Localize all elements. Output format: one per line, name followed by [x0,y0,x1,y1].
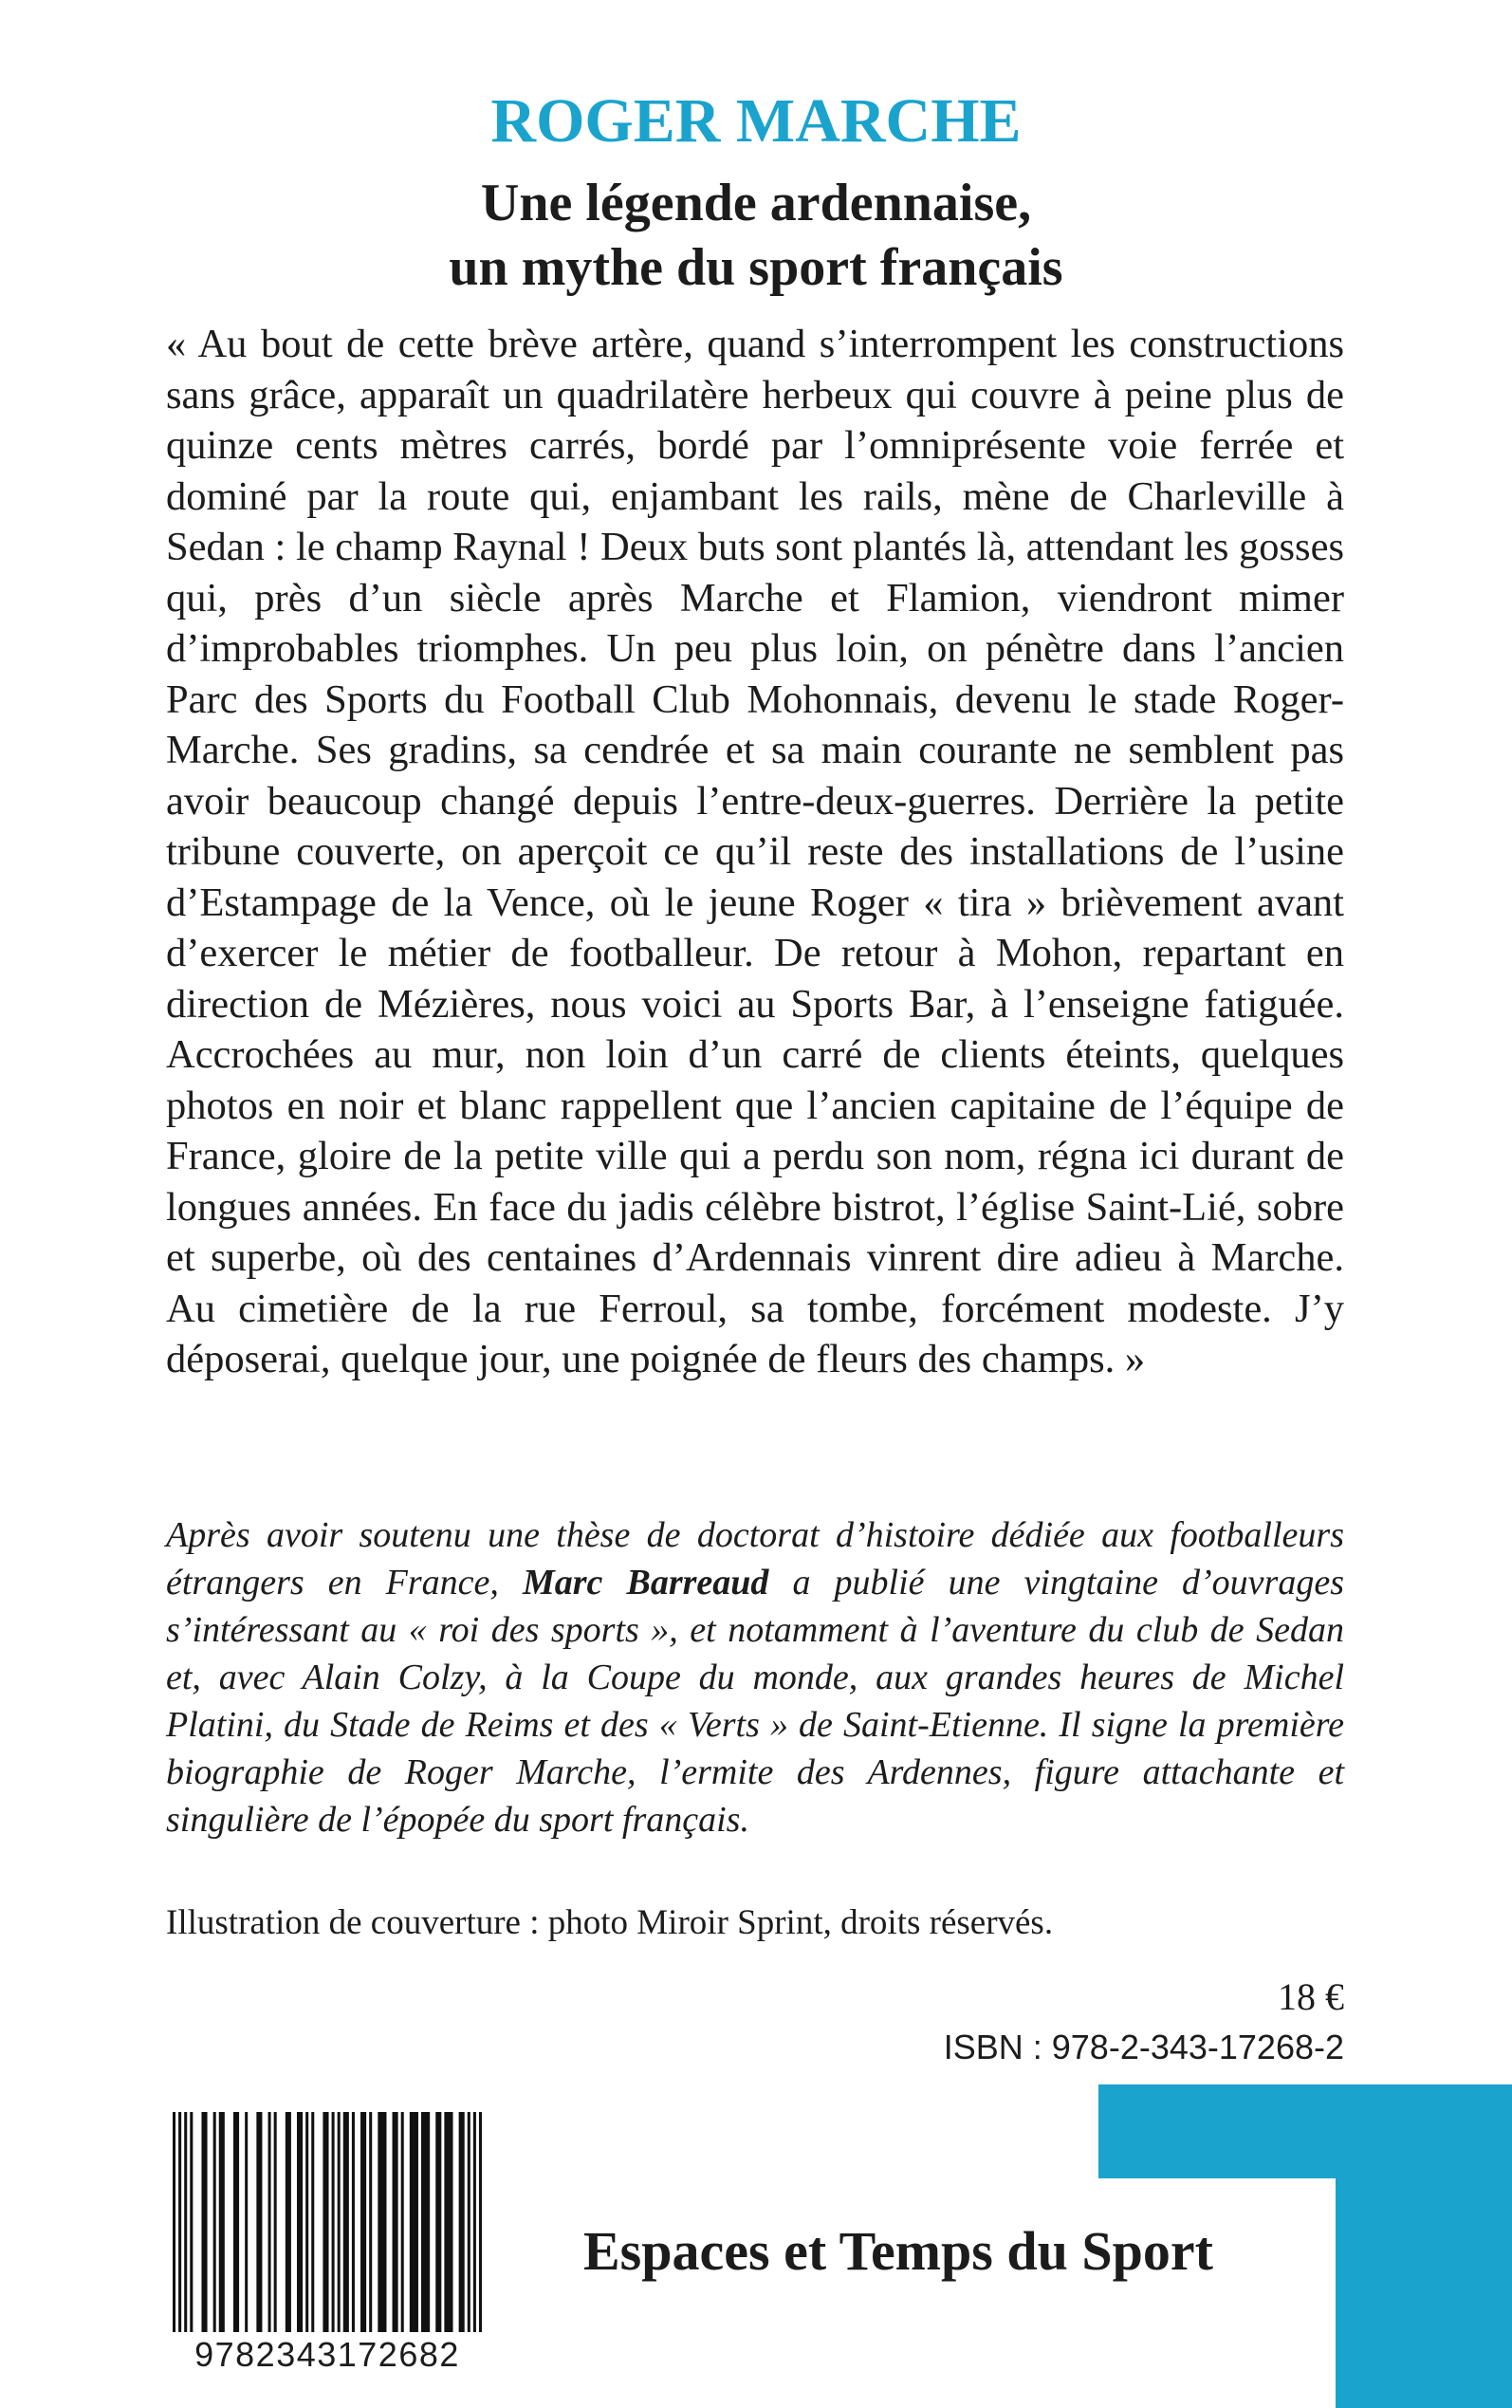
barcode-bar [459,2112,465,2332]
barcode-bar [444,2112,452,2332]
series-box [570,2178,1336,2408]
barcode-bar [473,2112,476,2332]
barcode-bar [274,2112,277,2332]
barcode-bar [369,2112,372,2332]
barcode-bar [360,2112,366,2332]
barcode-bar [338,2112,341,2332]
cover-credit: Illustration de couverture : photo Miroir Sprint, droits réservés. [166,1903,1054,1942]
barcode-bar [286,2112,291,2332]
barcode-bar [178,2112,181,2332]
subtitle-line-1: Une légende ardennaise, [480,174,1032,232]
barcode-bar [435,2112,441,2332]
subtitle-line-2: un mythe du sport français [449,238,1063,297]
barcode-bar [332,2112,335,2332]
barcode-bars [173,2112,482,2332]
barcode-bar [245,2112,248,2332]
barcode-bar [311,2112,314,2332]
barcode-bar [190,2112,193,2332]
book-title: ROGER MARCHE [490,86,1022,156]
bio-text-end: a publié une vingtaine d’ouvrages s’intéressant au « roi des sports », et notamment à l’aventure du club de Sedan et, avec Alain Colzy, à la Coupe du monde, aux grandes heures de Michel Platini, du Stade de Reims et des « Verts » de Saint-Etienne. Il signe la première biographie de Roger Marche, l’ermite des Ardennes, figure attachante et singulière de l’épopée du sport français. [166,1563,1344,1840]
barcode-bar [297,2112,303,2332]
barcode-bar [213,2112,216,2332]
barcode-bar [410,2112,418,2332]
book-subtitle [0,171,1512,300]
isbn: ISBN : 978-2-343-17268-2 [943,2028,1344,2066]
barcode-bar [393,2112,398,2332]
barcode-bar [378,2112,386,2332]
barcode-bar [219,2112,225,2332]
barcode-bar [305,2112,308,2332]
series-title: Espaces et Temps du Sport [583,2220,1213,2282]
barcode-bar [468,2112,470,2332]
author-name: Marc Barreaud [522,1563,769,1602]
barcode-bar [352,2112,355,2332]
barcode-bar [421,2112,430,2332]
price: 18 € [1278,1975,1344,2018]
barcode-bar [256,2112,262,2332]
barcode-digits: 9782343172682 [194,2335,460,2374]
barcode-bar [401,2112,404,2332]
barcode-bar [343,2112,349,2332]
barcode-bar [184,2112,187,2332]
barcode-bar [173,2112,175,2332]
barcode-bar [201,2112,207,2332]
barcode-bar [233,2112,239,2332]
excerpt-quote: « Au bout de cette brève artère, quand s’interrompent les constructions sans grâce, apparaît un quadrilatère herbeux qui couvre à peine plus de quinze cents mètres carrés, bordé par l’omniprésente voie ferrée et dominé par la route qui, enjambant les rails, mène de Charleville à Sedan : le champ Raynal ! Deux buts sont plantés là, attendant les gosses qui, près d’un siècle après Marche et Flamion, viendront mimer d’improbables triomphes. Un peu plus loin, on pénètre dans l’ancien Parc des Sports du Football Club Mohonnais, devenu le stade Roger-Marche. Ses gradins, sa cendrée et sa main courante ne semblent pas avoir beaucoup changé depuis l’entre-deux-guerres. Derrière la petite tribune couverte, on aperçoit ce qu’il reste des installations de l’usine d’Estampage de la Vence, où le jeune Roger « tira » brièvement avant d’exercer le métier de footballeur. De retour à Mohon, repartant en direction de Mézières, nous voici au Sports Bar, à l’enseigne fatiguée. Accrochées au mur, non loin d’un carré de clients éteints, quelques photos en noir et blanc rappellent que l’ancien capitaine de l’équipe de France, gloire de la petite ville qui a perdu son nom, régna ici durant de longues années. En face du jadis célèbre bistrot, l’église Saint-Lié, sobre et superbe, où des centaines d’Ardennais vinrent dire adieu à Marche. Au cimetière de la rue Ferroul, sa tombe, forcément modeste. J’y déposerai, quelque jour, une poignée de fleurs des champs. » [166,322,1344,1381]
author-bio [166,1511,1344,1843]
barcode-bar [268,2112,271,2332]
barcode-bar [479,2112,482,2332]
barcode [173,2112,482,2372]
bio-text-start: Après avoir soutenu une thèse de doctorat d’histoire dédiée aux footballeurs étrangers en France, [166,1515,1344,1602]
barcode-bar [323,2112,328,2332]
